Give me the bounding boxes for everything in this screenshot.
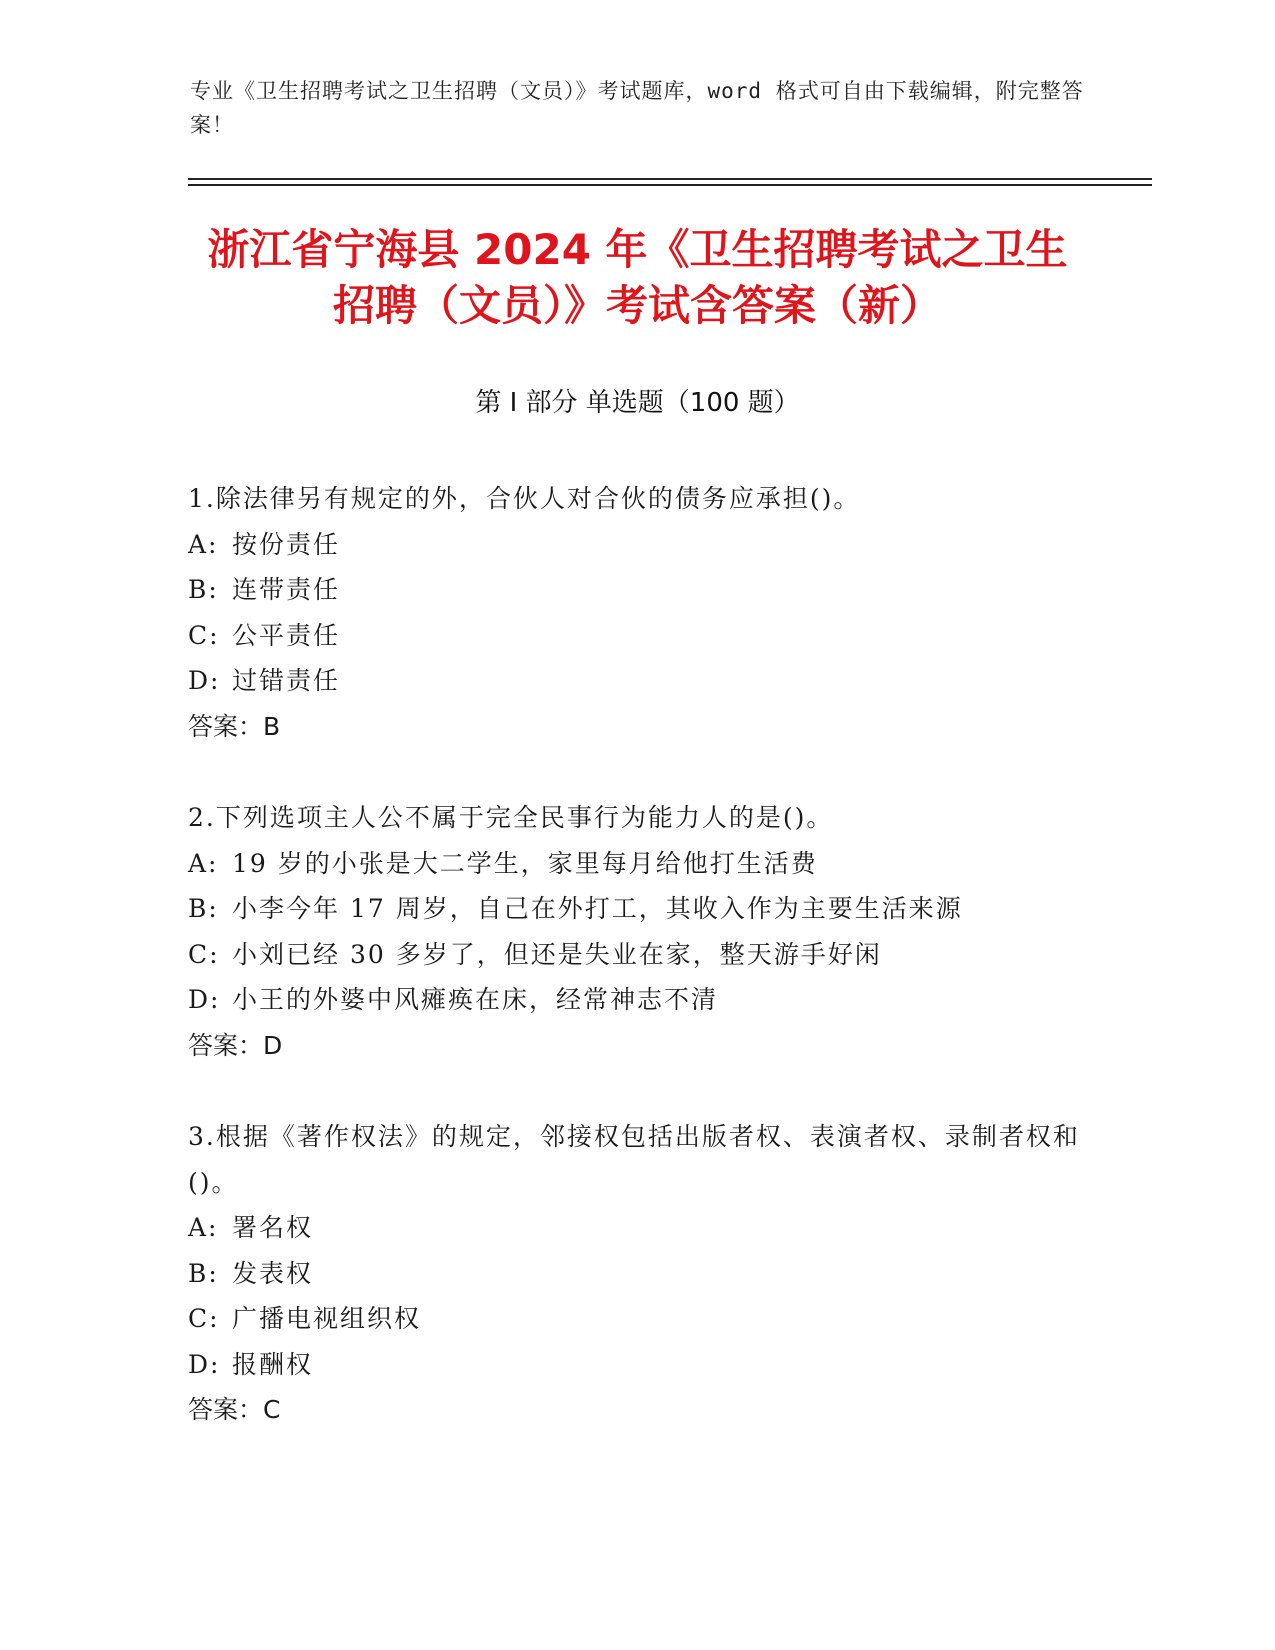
- option-letter: D:: [188, 985, 221, 1014]
- question-stem: 2.下列选项主人公不属于完全民事行为能力人的是()。: [188, 803, 834, 832]
- answer: 答案：D: [188, 1030, 283, 1060]
- section-title: 第 I 部分 单选题（100 题）: [475, 388, 800, 418]
- option-b: [188, 567, 1088, 613]
- document-title: [150, 222, 1125, 334]
- header-divider-bottom: [188, 184, 1152, 186]
- option-letter: A:: [188, 1213, 219, 1242]
- option-c: [188, 1296, 1088, 1342]
- option-text: 小王的外婆中风瘫痪在床，经常神志不清: [232, 985, 719, 1014]
- option-letter: A:: [188, 529, 219, 559]
- option-a: [188, 522, 1088, 568]
- question-3: [188, 1114, 1088, 1433]
- option-text: 广播电视组织权: [232, 1304, 422, 1333]
- option-text: 报酬权: [232, 1349, 314, 1379]
- option-text: 小李今年 17 周岁，自己在外打工，其收入作为主要生活来源: [232, 894, 963, 923]
- option-a: [188, 841, 1088, 887]
- option-letter: C:: [188, 1304, 220, 1333]
- option-letter: C:: [188, 620, 220, 650]
- question-1: [188, 476, 1088, 749]
- option-letter: B:: [188, 1258, 219, 1288]
- option-d: [188, 977, 1088, 1023]
- title-line-2: 招聘（文员）》考试含答案（新）: [332, 281, 942, 330]
- option-letter: A:: [188, 848, 219, 878]
- title-line-1: 浙江省宁海县 2024 年《卫生招聘考试之卫生: [207, 225, 1068, 274]
- option-text: 小刘已经 30 多岁了，但还是失业在家，整天游手好闲: [232, 939, 882, 969]
- option-a: [188, 1205, 1088, 1251]
- option-text: 19 岁的小张是大二学生，家里每月给他打生活费: [232, 848, 818, 878]
- option-text: 发表权: [232, 1258, 314, 1288]
- option-text: 署名权: [232, 1213, 314, 1242]
- option-b: [188, 1251, 1088, 1297]
- option-text: 连带责任: [232, 575, 341, 604]
- option-d: [188, 1342, 1088, 1388]
- option-b: [188, 886, 1088, 932]
- header-divider-top: [188, 178, 1152, 180]
- option-letter: C:: [188, 939, 220, 969]
- option-text: 按份责任: [232, 529, 341, 559]
- option-c: [188, 613, 1088, 659]
- question-stem: 3.根据《著作权法》的规定，邻接权包括出版者权、表演者权、录制者权和()。: [188, 1122, 1080, 1197]
- option-letter: D:: [188, 666, 221, 695]
- option-letter: B:: [188, 894, 219, 923]
- header-note: 专业《卫生招聘考试之卫生招聘（文员）》考试题库，word 格式可自由下载编辑，附完整答案！: [190, 79, 1084, 137]
- question-2: [188, 795, 1088, 1068]
- question-stem: 1.除法律另有规定的外，合伙人对合伙的债务应承担()。: [188, 484, 861, 513]
- option-text: 过错责任: [232, 666, 341, 695]
- option-c: [188, 932, 1088, 978]
- option-text: 公平责任: [232, 620, 341, 650]
- option-letter: B:: [188, 575, 219, 604]
- option-d: [188, 658, 1088, 704]
- answer: 答案：B: [188, 711, 281, 741]
- option-letter: D:: [188, 1349, 221, 1379]
- answer: 答案：C: [188, 1395, 281, 1424]
